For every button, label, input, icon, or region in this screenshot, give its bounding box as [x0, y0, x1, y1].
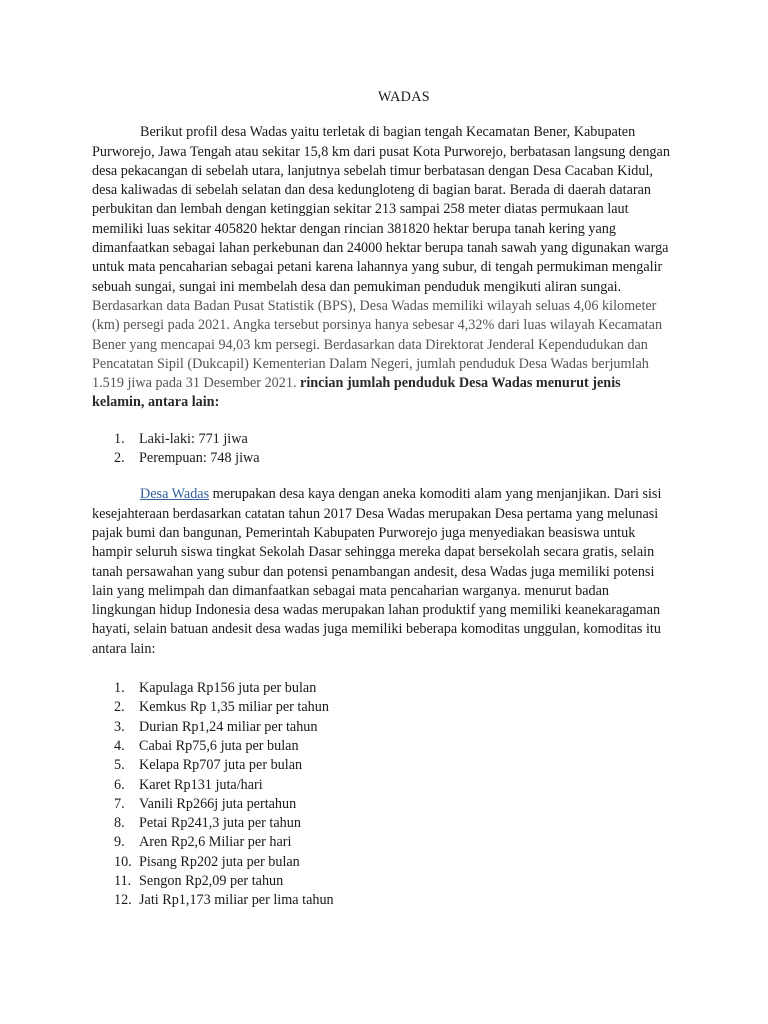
list-number: 11. — [114, 872, 132, 889]
list-item-text: Kelapa Rp707 juta per bulan — [139, 757, 303, 774]
statistics-text: Berdasarkan data Badan Pusat Statistik (BPS), Desa Wadas memiliki wilayah seluas 4,06 kilometer (km) persegi pada 2021. Angka tersebut porsinya hanya sebesar 4,32% dari luas wilayah Kecamatan Bener yang mencapai 94,03 km persegi. Berdasarkan data Direktorat Jenderal Kependudukan dan Pencatatan Sipil (Dukcapil) Kementerian Dalam Negeri, jumlah penduduk Desa Wadas berjumlah 1.519 jiwa pada 31 Desember 2021. — [92, 297, 663, 392]
list-item — [92, 776, 676, 795]
list-item — [92, 679, 676, 698]
list-number: 7. — [114, 795, 125, 812]
list-item-text: Laki-laki: 771 jiwa — [139, 430, 248, 447]
list-number: 12. — [114, 892, 132, 909]
list-number: 4. — [114, 737, 125, 754]
list-item — [92, 737, 676, 756]
list-item — [92, 795, 676, 814]
list-item-text: Vanili Rp266j juta pertahun — [139, 795, 297, 812]
gender-intro-text: rincian jumlah penduduk Desa Wadas menurut jenis kelamin, antara lain: — [92, 375, 621, 411]
list-item-text: Kemkus Rp 1,35 miliar per tahun — [139, 699, 329, 716]
list-number: 6. — [114, 776, 125, 793]
desa-wadas-link[interactable]: Desa Wadas — [140, 486, 210, 503]
list-item — [92, 872, 676, 891]
list-item-text: Perempuan: 748 jiwa — [139, 450, 260, 467]
list-item — [92, 833, 676, 852]
list-item — [92, 698, 676, 717]
list-item-text: Cabai Rp75,6 juta per bulan — [139, 737, 299, 754]
list-number: 2. — [114, 699, 125, 716]
list-item — [92, 853, 676, 872]
gender-list — [92, 430, 676, 469]
list-item — [92, 430, 676, 449]
list-item-text: Aren Rp2,6 Miliar per hari — [139, 834, 292, 851]
list-item — [92, 814, 676, 833]
intro-text: Berikut profil desa Wadas yaitu terletak di bagian tengah Kecamatan Bener, Kabupaten Purworejo, Jawa Tengah atau sekitar 15,8 km dari pusat Kota Purworejo, berbatasan langsung dengan desa pekacangan di sebelah utara, lanjutnya sebelah timur berbatasan dengan Desa Cacaban Kidul, desa kaliwadas di sebelah selatan dan desa kedungloteng di bagian barat. Berada di daerah dataran perbukitan dan lembah dengan ketinggian sekitar 213 sampai 258 meter diatas permukaan laut memiliki luas sekitar 405820 hektar dengan rincian 381820 hektar berupa tanah kering yang dimanfaatkan sebagai lahan perkebunan dan 24000 hektar berupa tanah sawah yang digunakan warga untuk mata pencaharian sebagai petani karena lahannya yang subur, di tengah permukiman mengalir sebuah sungai, sungai ini membelah desa dan pemukiman penduduk mengikuti aliran sungai. — [92, 124, 670, 295]
commodity-list — [92, 679, 676, 911]
list-number: 3. — [114, 718, 125, 735]
list-item-text: Karet Rp131 juta/hari — [139, 776, 263, 793]
list-number: 2. — [114, 450, 125, 467]
list-number: 10. — [114, 853, 132, 870]
list-number: 8. — [114, 815, 125, 832]
list-item-text: Petai Rp241,3 juta per tahun — [139, 815, 301, 832]
commodity-paragraph — [92, 485, 676, 659]
list-item-text: Kapulaga Rp156 juta per bulan — [139, 680, 317, 697]
list-item — [92, 718, 676, 737]
list-item-text: Pisang Rp202 juta per bulan — [139, 853, 300, 870]
document-page — [92, 88, 676, 911]
document-title: WADAS — [378, 89, 430, 105]
list-item-text: Durian Rp1,24 miliar per tahun — [139, 718, 318, 735]
commodity-paragraph-text: merupakan desa kaya dengan aneka komoditi alam yang menjanjikan. Dari sisi kesejahteraan berdasarkan catatan tahun 2017 Desa Wadas merupakan Desa pertama yang melunasi pajak bumi dan bangunan, Pemerintah Kabupaten Purworejo juga menyediakan beasiswa untuk hampir seluruh siswa tingkat Sekolah Dasar sehingga mereka dapat bersekolah secara gratis, selain tanah persawahan yang subur dan potensi penambangan andesit, desa Wadas juga memiliki potensi lain yang melimpah dan dimanfaatkan sebagai mata pencaharian warganya. menurut badan lingkungan hidup Indonesia desa wadas merupakan lahan produktif yang memiliki keanekaragaman hayati, selain batuan andesit desa wadas juga memiliki beberapa komoditas unggulan, komoditas itu antara lain: — [92, 486, 662, 657]
list-item — [92, 756, 676, 775]
list-item-text: Sengon Rp2,09 per tahun — [139, 872, 284, 889]
list-number: 1. — [114, 680, 125, 697]
list-number: 1. — [114, 430, 125, 447]
intro-paragraph — [92, 123, 676, 412]
list-item — [92, 891, 676, 910]
list-item — [92, 449, 676, 468]
list-number: 5. — [114, 757, 125, 774]
list-item-text: Jati Rp1,173 miliar per lima tahun — [139, 892, 334, 909]
list-number: 9. — [114, 834, 125, 851]
